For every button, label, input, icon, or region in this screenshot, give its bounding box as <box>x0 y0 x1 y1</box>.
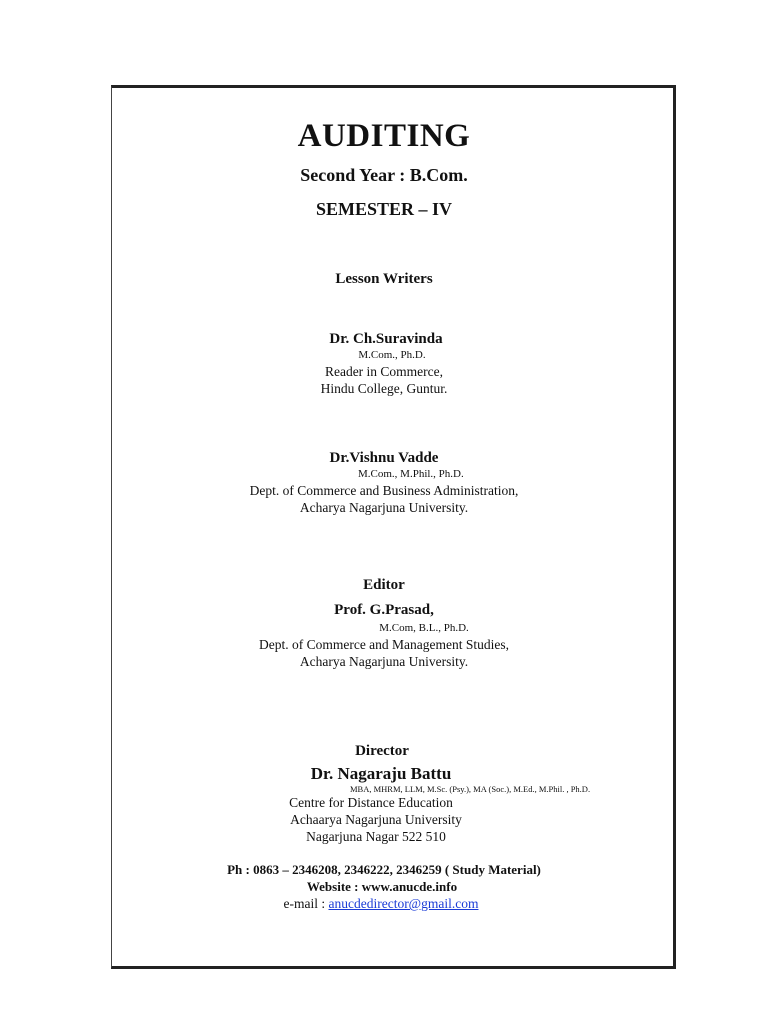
lesson-writers-heading: Lesson Writers <box>335 271 433 287</box>
phone-line: Ph : 0863 – 2346208, 2346222, 2346259 ( Study Material) <box>227 862 541 877</box>
writer-1-institution: Hindu College, Guntur. <box>320 381 448 396</box>
editor-qualifications: M.Com, B.L., Ph.D. <box>379 622 469 634</box>
editor-name: Prof. G.Prasad, <box>334 602 434 618</box>
director-heading: Director <box>355 743 409 759</box>
editor-institution: Acharya Nagarjuna University. <box>299 654 469 669</box>
page-title: AUDITING <box>297 118 471 154</box>
semester-subtitle: SEMESTER – IV <box>315 199 453 219</box>
editor-department: Dept. of Commerce and Management Studies, <box>258 637 510 652</box>
writer-1-qualifications: M.Com., Ph.D. <box>358 349 426 361</box>
director-address: Nagarjuna Nagar 522 510 <box>306 829 446 844</box>
website-line: Website : www.anucde.info <box>306 879 458 894</box>
director-name: Dr. Nagaraju Battu <box>310 764 452 783</box>
director-qualifications: MBA, MHRM, LLM, M.Sc. (Psy.), MA (Soc.), M.Ed., M.Phil. , Ph.D. <box>350 784 591 794</box>
editor-heading: Editor <box>363 577 405 593</box>
writer-2-department: Dept. of Commerce and Business Administration, <box>249 483 519 498</box>
writer-1-name: Dr. Ch.Suravinda <box>329 331 443 347</box>
director-centre: Centre for Distance Education <box>289 795 453 810</box>
writer-2-institution: Acharya Nagarjuna University. <box>299 500 469 515</box>
writer-2-name: Dr.Vishnu Vadde <box>329 450 439 466</box>
director-university: Achaarya Nagarjuna University <box>290 812 462 827</box>
email-label: e-mail : <box>283 896 329 911</box>
year-subtitle: Second Year : B.Com. <box>300 165 468 185</box>
writer-1-position: Reader in Commerce, <box>324 364 444 379</box>
writer-2-qualifications: M.Com., M.Phil., Ph.D. <box>358 468 464 480</box>
email-line <box>0 896 765 912</box>
email-link[interactable]: anucdedirector@gmail.com <box>328 896 479 911</box>
